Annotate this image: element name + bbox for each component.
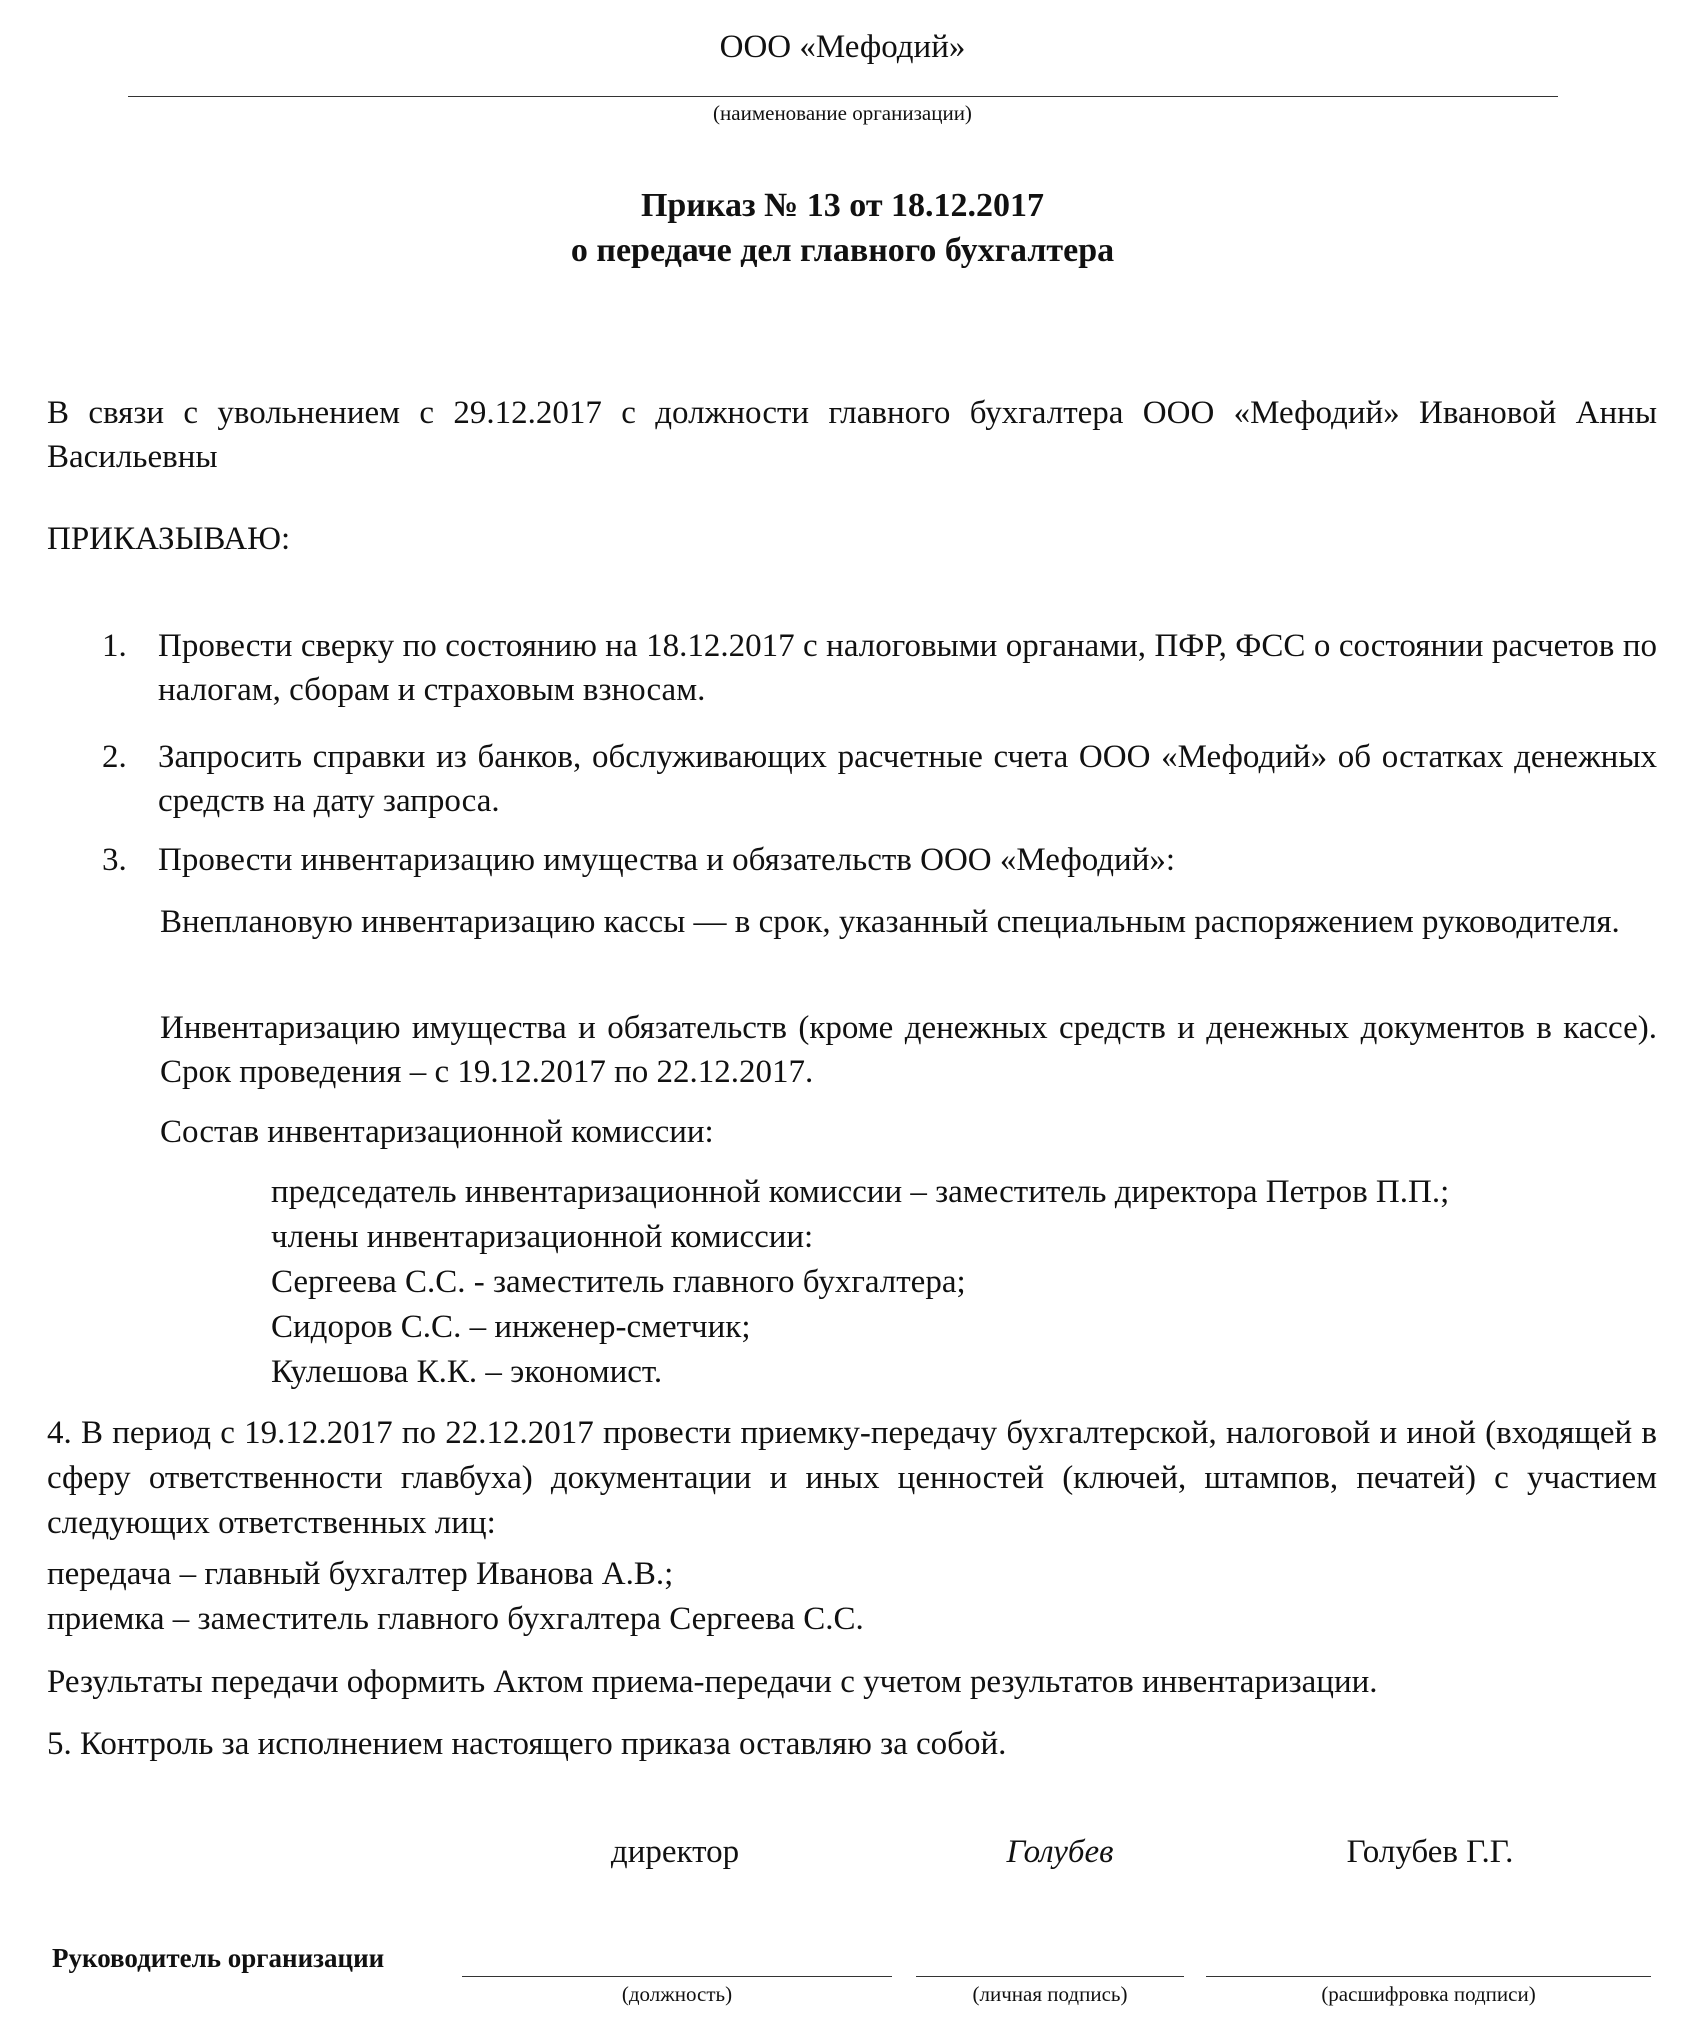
member-line: Сидоров С.С. – инженер-сметчик;: [271, 1309, 751, 1345]
position-line: [462, 1976, 892, 1977]
signer-position: директор: [610, 1834, 740, 1870]
member-line: председатель инвентаризационной комиссии – заместитель директора Петров П.П.;: [271, 1174, 1450, 1210]
inventory-cash: Внеплановую инвентаризацию кассы — в срок, указанный специальным распоряжением руководителя.: [160, 904, 1620, 940]
head-of-organization-label: Руководитель организации: [52, 1943, 385, 1973]
transfer-persons: [47, 1552, 1657, 1642]
item-1-text: Провести сверку по состоянию на 18.12.2017 с налоговыми органами, ПФР, ФСС о состоянии расчетов по налогам, сборам и страховым взносам.: [158, 628, 1657, 708]
inventory-property: Инвентаризацию имущества и обязательств (кроме денежных средств и денежных документов в кассе). Срок проведения – с 19.12.2017 по 22.12.2017.: [160, 1010, 1657, 1090]
organization-caption: (наименование организации): [713, 101, 972, 125]
item-2-number: 2.: [102, 739, 127, 775]
item-5-paragraph: 5. Контроль за исполнением настоящего приказа оставляю за собой.: [47, 1726, 1007, 1762]
name-line: [1206, 1976, 1651, 1977]
title-line-2: о передаче дел главного бухгалтера: [570, 232, 1115, 269]
position-caption: (должность): [621, 1982, 733, 2006]
item-3-text: Провести инвентаризацию имущества и обязательств ООО «Мефодий»:: [158, 842, 1176, 878]
intro-paragraph: В связи с увольнением с 29.12.2017 с должности главного бухгалтера ООО «Мефодий» Ивановой Анны Васильевны: [47, 395, 1657, 475]
member-line: члены инвентаризационной комиссии:: [271, 1219, 814, 1255]
commission-title: Состав инвентаризационной комиссии:: [160, 1114, 714, 1150]
signer-name: Голубев Г.Г.: [1346, 1834, 1514, 1870]
item-3-number: 3.: [102, 842, 127, 878]
member-line: Кулешова К.К. – экономист.: [271, 1354, 663, 1390]
item-2-text: Запросить справки из банков, обслуживающих расчетные счета ООО «Мефодий» об остатках денежных средств на дату запроса.: [158, 739, 1657, 819]
organization-name: ООО «Мефодий»: [719, 29, 966, 65]
order-word: ПРИКАЗЫВАЮ:: [47, 521, 291, 557]
transfer-giver: передача – главный бухгалтер Иванова А.В.;: [47, 1556, 674, 1592]
commission-members: [271, 1170, 1671, 1395]
member-line: Сергеева С.С. - заместитель главного бухгалтера;: [271, 1264, 966, 1300]
item-1-number: 1.: [102, 628, 127, 664]
title-line-1: Приказ № 13 от 18.12.2017: [640, 187, 1045, 224]
document-title: [0, 183, 1685, 273]
signature-caption: (личная подпись): [972, 1982, 1128, 2006]
results-paragraph: Результаты передачи оформить Актом приема-передачи с учетом результатов инвентаризации.: [47, 1664, 1378, 1700]
signature-line: [916, 1976, 1184, 1977]
transfer-receiver: приемка – заместитель главного бухгалтера Сергеева С.С.: [47, 1601, 864, 1637]
organization-underline: [128, 96, 1558, 97]
handwritten-signature: Голубев: [1006, 1834, 1114, 1870]
item-4-paragraph: 4. В период с 19.12.2017 по 22.12.2017 провести приемку-передачу бухгалтерской, налоговой и иной (входящей в сферу ответственности главбуха) документации и иных ценностей (ключей, штампов, печатей) с участием следующих ответственных лиц:: [47, 1415, 1657, 1541]
name-caption: (расшифровка подписи): [1321, 1982, 1536, 2006]
